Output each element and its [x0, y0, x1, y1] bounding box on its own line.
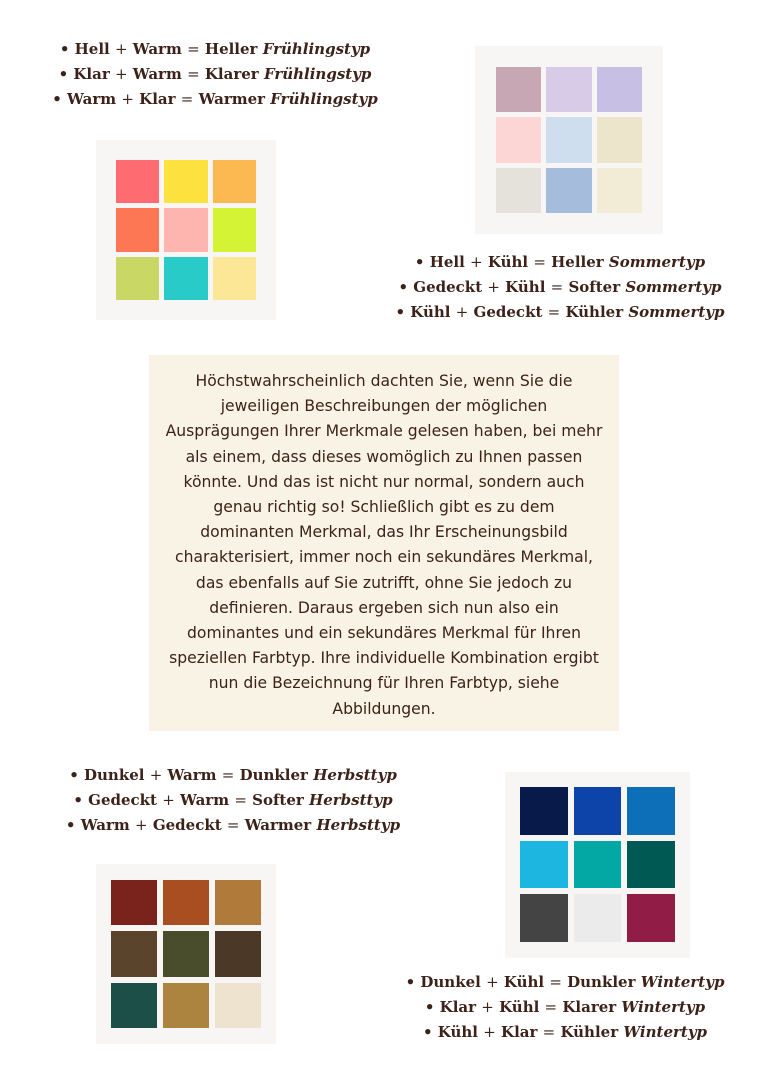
color-type-name: Frühlingstyp	[270, 90, 378, 108]
color-swatch	[520, 787, 568, 835]
winter-palette-grid	[520, 787, 675, 942]
formula-line	[395, 250, 725, 275]
spring-palette-grid	[116, 160, 256, 300]
autumn-formulas	[58, 763, 408, 838]
formula-line	[395, 1020, 735, 1045]
result-adjective: Kühler	[560, 1023, 619, 1041]
explanation-box	[149, 355, 619, 731]
result-adjective: Softer	[252, 791, 304, 809]
result-adjective: Kühler	[565, 303, 624, 321]
equals-sign: =	[187, 40, 200, 58]
trait-primary: • Warm	[52, 90, 117, 108]
trait-secondary: Klar	[501, 1023, 538, 1041]
result-adjective: Softer	[568, 278, 621, 296]
color-type-name: Frühlingstyp	[262, 40, 371, 58]
formula-line	[58, 763, 408, 788]
color-type-name: Herbsttyp	[316, 816, 401, 834]
color-swatch	[164, 208, 207, 251]
plus-sign: +	[470, 253, 483, 271]
plus-sign: +	[121, 90, 134, 108]
color-swatch	[116, 160, 159, 203]
color-swatch	[627, 894, 675, 942]
equals-sign: =	[544, 998, 558, 1016]
equals-sign: =	[542, 1023, 556, 1041]
color-swatch	[213, 257, 256, 300]
trait-secondary: Gedeckt	[152, 816, 222, 834]
equals-sign: =	[234, 791, 247, 809]
trait-secondary: Warm	[132, 65, 182, 83]
color-swatch	[213, 208, 256, 251]
plus-sign: +	[135, 816, 148, 834]
winter-palette-card	[505, 772, 690, 958]
color-swatch	[164, 257, 207, 300]
formula-line	[58, 788, 408, 813]
trait-primary: • Kühl	[422, 1023, 478, 1041]
equals-sign: =	[187, 65, 200, 83]
plus-sign: +	[114, 40, 128, 58]
summer-palette-grid	[496, 67, 642, 213]
formula-line	[40, 62, 390, 87]
plus-sign: +	[162, 791, 175, 809]
trait-secondary: Kühl	[499, 998, 540, 1016]
trait-secondary: Gedeckt	[473, 303, 543, 321]
color-type-name: Frühlingstyp	[263, 65, 372, 83]
trait-primary: • Klar	[424, 998, 477, 1016]
color-swatch	[574, 787, 622, 835]
color-type-name: Wintertyp	[640, 973, 725, 991]
color-swatch	[546, 168, 591, 213]
result-adjective: Warmer	[244, 816, 312, 834]
color-swatch	[546, 67, 591, 112]
color-swatch	[520, 894, 568, 942]
color-swatch	[597, 168, 642, 213]
plus-sign: +	[481, 998, 494, 1016]
color-swatch	[215, 880, 261, 925]
summer-palette-card	[475, 46, 663, 234]
plus-sign: +	[483, 1023, 496, 1041]
formula-line	[40, 87, 390, 112]
color-swatch	[546, 117, 591, 162]
formula-line	[40, 37, 390, 62]
trait-secondary: Kühl	[487, 253, 529, 271]
trait-primary: • Warm	[65, 816, 130, 834]
formula-line	[395, 995, 735, 1020]
equals-sign: =	[547, 303, 561, 321]
color-swatch	[627, 787, 675, 835]
equals-sign: =	[221, 766, 235, 784]
explanation-text: Höchstwahrscheinlich dachten Sie, wenn Sie die jeweiligen Beschreibungen der möglichen Ausprägungen Ihrer Merkmale gelesen haben, bei mehr als einem, dass dieses womöglich zu Ihnen passen könnte. Und das ist nicht nur normal, sondern auch genau richtig so! Schließlich gibt es zu dem dominanten Merkmal, das Ihr Erscheinungsbild charakterisiert, immer noch ein sekundäres Merkmal, das ebenfalls auf Sie zutrifft, ohne Sie jedoch zu definieren. Daraus ergeben sich nun also ein dominantes und ein sekundäres Merkmal für Ihren speziellen Farbtyp. Ihre individuelle Kombination ergibt nun die Bezeichnung für Ihren Farbtyp, siehe Abbildungen.	[165, 372, 603, 718]
trait-primary: • Dunkel	[69, 766, 145, 784]
trait-primary: • Hell	[59, 40, 110, 58]
color-swatch	[116, 208, 159, 251]
result-adjective: Warmer	[198, 90, 266, 108]
color-type-name: Sommertyp	[625, 278, 722, 296]
winter-formulas	[395, 970, 735, 1045]
color-type-name: Herbsttyp	[309, 791, 393, 809]
plus-sign: +	[486, 973, 499, 991]
color-swatch	[215, 931, 261, 976]
color-type-name: Sommertyp	[628, 303, 725, 321]
equals-sign: =	[549, 973, 562, 991]
equals-sign: =	[550, 278, 564, 296]
color-type-name: Wintertyp	[623, 1023, 708, 1041]
result-adjective: Heller	[551, 253, 604, 271]
trait-primary: • Hell	[414, 253, 465, 271]
autumn-palette-grid	[111, 880, 261, 1028]
color-swatch	[520, 841, 568, 889]
plus-sign: +	[455, 303, 469, 321]
plus-sign: +	[487, 278, 500, 296]
autumn-palette-card	[96, 864, 276, 1044]
color-swatch	[496, 168, 541, 213]
trait-secondary: Kühl	[503, 973, 545, 991]
trait-primary: • Klar	[58, 65, 110, 83]
equals-sign: =	[533, 253, 546, 271]
trait-primary: • Gedeckt	[73, 791, 157, 809]
color-swatch	[597, 117, 642, 162]
result-adjective: Klarer	[562, 998, 617, 1016]
formula-line	[395, 300, 725, 325]
color-type-name: Wintertyp	[621, 998, 706, 1016]
color-swatch	[215, 983, 261, 1028]
formula-line	[395, 970, 735, 995]
color-swatch	[597, 67, 642, 112]
trait-secondary: Warm	[180, 791, 230, 809]
color-swatch	[111, 931, 157, 976]
trait-primary: • Kühl	[395, 303, 451, 321]
equals-sign: =	[180, 90, 194, 108]
result-adjective: Heller	[204, 40, 258, 58]
trait-secondary: Kühl	[505, 278, 546, 296]
color-swatch	[627, 841, 675, 889]
color-swatch	[496, 67, 541, 112]
trait-secondary: Warm	[167, 766, 217, 784]
formula-line	[395, 275, 725, 300]
spring-palette-card	[96, 140, 276, 320]
color-swatch	[116, 257, 159, 300]
plus-sign: +	[149, 766, 163, 784]
equals-sign: =	[226, 816, 240, 834]
trait-secondary: Warm	[132, 40, 182, 58]
result-adjective: Dunkler	[567, 973, 636, 991]
trait-primary: • Dunkel	[405, 973, 481, 991]
color-swatch	[496, 117, 541, 162]
trait-secondary: Klar	[139, 90, 176, 108]
color-type-name: Sommertyp	[608, 253, 706, 271]
color-swatch	[213, 160, 256, 203]
color-swatch	[163, 880, 209, 925]
color-swatch	[163, 931, 209, 976]
trait-primary: • Gedeckt	[398, 278, 483, 296]
plus-sign: +	[114, 65, 128, 83]
color-swatch	[164, 160, 207, 203]
result-adjective: Klarer	[204, 65, 259, 83]
color-swatch	[574, 841, 622, 889]
color-type-name: Herbsttyp	[313, 766, 397, 784]
color-swatch	[111, 880, 157, 925]
color-swatch	[111, 983, 157, 1028]
formula-line	[58, 813, 408, 838]
result-adjective: Dunkler	[239, 766, 308, 784]
spring-formulas	[40, 37, 390, 112]
color-swatch	[163, 983, 209, 1028]
color-swatch	[574, 894, 622, 942]
summer-formulas	[395, 250, 725, 325]
